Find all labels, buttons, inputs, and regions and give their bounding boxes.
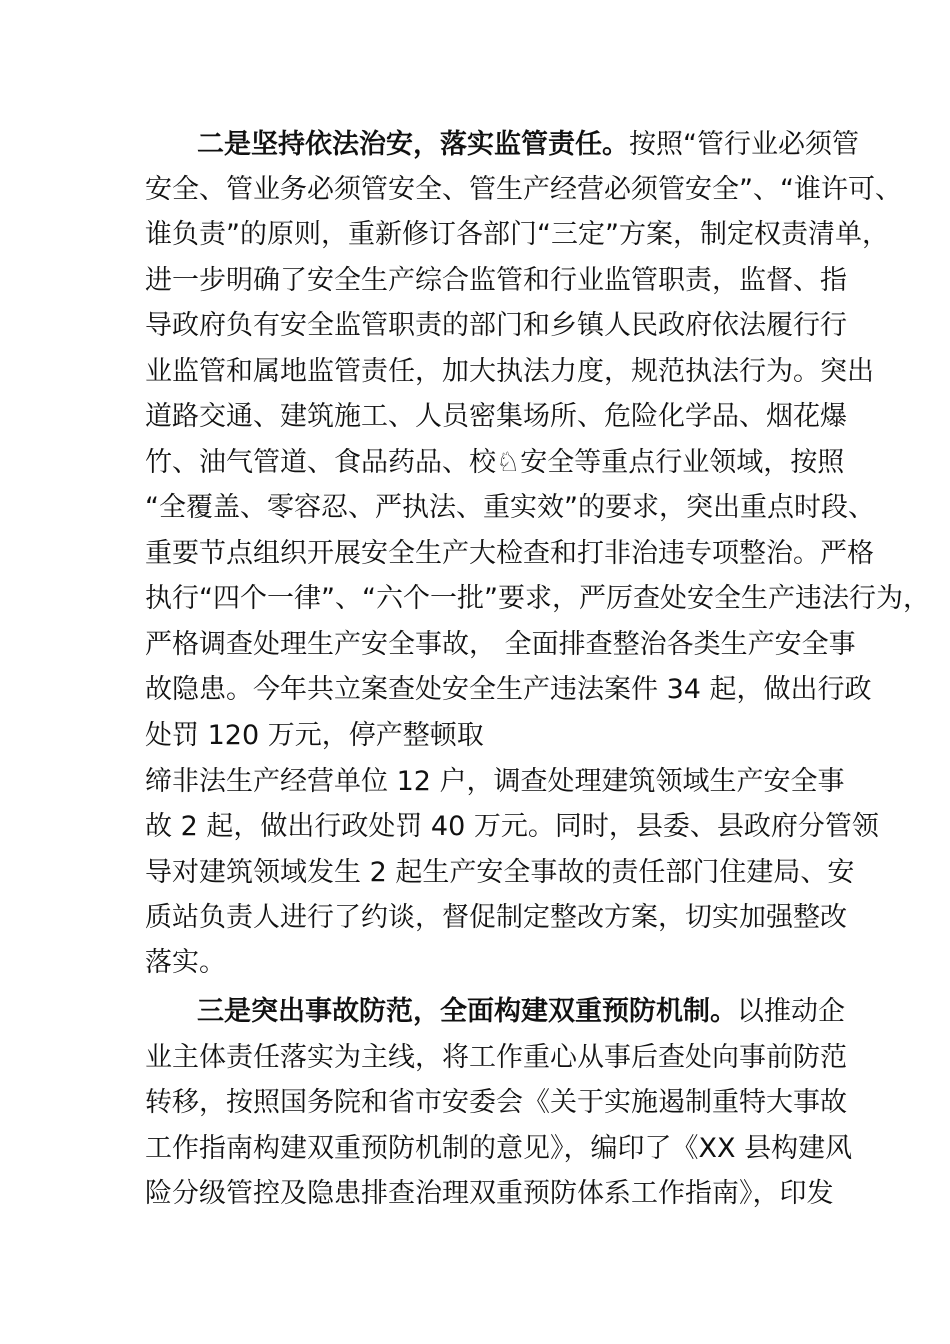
- paragraph-2-heading: 三是突出事故防范，全面构建双重预防机制。: [197, 996, 737, 1027]
- paragraph-1-line-7: 道路交通、建筑施工、人员密集场所、危险化学品、烟花爆: [145, 401, 847, 432]
- paragraph-1-line-17: 导对建筑领域发生 2 起生产安全事故的责任部门住建局、安: [145, 857, 855, 888]
- paragraph-2-line-1: [197, 997, 845, 1027]
- paragraph-1-line-8: 竹、油气管道、食品药品、校♘安全等重点行业领域，按照: [145, 447, 845, 478]
- paragraph-2-line-3: 转移，按照国务院和省市安委会《关于实施遏制重特大事故: [145, 1087, 847, 1118]
- paragraph-1-line-10: 重要节点组织开展安全生产大检查和打非治违专项整治。严格: [145, 538, 874, 569]
- paragraph-1-line-6: 业监管和属地监管责任，加大执法力度，规范执法行为。突出: [145, 356, 874, 387]
- paragraph-2-line-2: 业主体责任落实为主线，将工作重心从事后查处向事前防范: [145, 1042, 847, 1073]
- paragraph-2-line-4: 工作指南构建双重预防机制的意见》，编印了《XX 县构建风: [145, 1133, 853, 1164]
- paragraph-1-line-13: 故隐患。今年共立案查处安全生产违法案件 34 起，做出行政: [145, 674, 872, 705]
- paragraph-1-text: 按照“管行业必须管: [629, 129, 859, 160]
- paragraph-1-line-4: 进一步明确了安全生产综合监管和行业监管职责，监督、指: [145, 265, 847, 296]
- paragraph-1-line-9: “全覆盖、零容忍、严执法、重实效”的要求，突出重点时段、: [145, 492, 875, 523]
- paragraph-2-text: 以推动企: [737, 996, 845, 1027]
- paragraph-1-line-11: 执行“四个一律”、“六个一批”要求，严厉查处安全生产违法行为，: [145, 583, 930, 614]
- paragraph-1-line-5: 导政府负有安全监管职责的部门和乡镇人民政府依法履行行: [145, 310, 847, 341]
- paragraph-1-line-14: 处罚 120 万元，停产整顿取: [145, 720, 484, 751]
- paragraph-2-line-5: 险分级管控及隐患排查治理双重预防体系工作指南》，印发: [145, 1178, 834, 1209]
- paragraph-1-line-18: 质站负责人进行了约谈，督促制定整改方案，切实加强整改: [145, 902, 847, 933]
- paragraph-1-line-12: 严格调查处理生产安全事故， 全面排查整治各类生产安全事: [145, 629, 856, 660]
- paragraph-1-line-1: [197, 130, 859, 160]
- paragraph-1-heading: 二是坚持依法治安，落实监管责任。: [197, 129, 629, 160]
- paragraph-1-line-3: 谁负责”的原则，重新修订各部门“三定”方案，制定权责清单，: [145, 219, 889, 250]
- paragraph-1-line-16: 故 2 起，做出行政处罚 40 万元。同时，县委、县政府分管领: [145, 811, 879, 842]
- paragraph-1-line-2: 安全、管业务必须管安全、管生产经营必须管安全”、“谁许可、: [145, 174, 902, 205]
- paragraph-1-line-19: 落实。: [145, 947, 226, 978]
- paragraph-1-line-15: 缔非法生产经营单位 12 户，调查处理建筑领域生产安全事: [145, 766, 845, 797]
